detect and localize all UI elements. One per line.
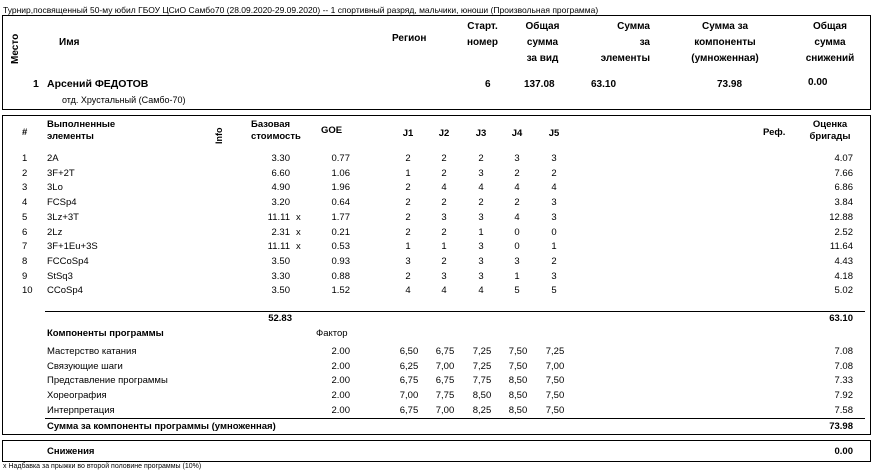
component-judge-mark: 7,00 [399, 390, 419, 402]
judge-mark: 5 [551, 285, 557, 297]
component-judge-mark: 7,00 [435, 404, 455, 416]
component-judge-mark: 7,25 [472, 360, 492, 372]
skater-start-number: 6 [485, 79, 491, 90]
skater-name: Арсений ФЕДОТОВ [47, 78, 149, 90]
components-header: Компоненты программы [47, 328, 164, 339]
elements-sum-header: Сумма за элементы [600, 21, 650, 64]
judge-mark: 2 [405, 197, 411, 209]
element-code: FCCoSp4 [47, 255, 89, 267]
element-number: 4 [22, 197, 28, 209]
judge-mark: 3 [441, 270, 447, 282]
component-judge-mark: 8,50 [472, 390, 492, 402]
element-goe: 0.53 [331, 241, 350, 253]
skater-club: отд. Хрустальный (Самбо-70) [62, 95, 186, 105]
components-total-divider [45, 418, 865, 419]
judge-mark: 2 [405, 182, 411, 194]
element-number: 7 [22, 241, 28, 253]
judge-mark: 4 [478, 285, 484, 297]
skater-place: 1 [33, 78, 39, 90]
component-factor: 2.00 [331, 375, 350, 387]
judge-mark: 2 [405, 226, 411, 238]
component-name: Мастерство катания [47, 346, 137, 357]
component-judge-mark: 6,25 [399, 360, 419, 372]
judge-mark: 3 [478, 270, 484, 282]
judge-mark: 3 [478, 167, 484, 179]
element-code: 3Lo [47, 182, 63, 194]
component-judge-mark: 7,50 [545, 390, 565, 402]
judge-mark: 4 [441, 285, 447, 297]
element-base-value: 3.30 [271, 153, 290, 164]
footnote: x Надбавка за прыжки во второй половине программы (10%) [3, 463, 202, 470]
element-number: 2 [22, 167, 28, 179]
judge-mark: 3 [551, 211, 557, 223]
judge-mark: 2 [514, 167, 520, 179]
skater-total: 137.08 [524, 79, 555, 90]
element-number: 8 [22, 255, 28, 267]
component-name: Связующие шаги [47, 360, 123, 372]
component-judge-mark: 8,50 [508, 404, 528, 416]
component-name: Интерпретация [47, 404, 115, 416]
components-total-value: 73.98 [829, 421, 853, 432]
element-code: StSq3 [47, 270, 73, 282]
element-base-value: 3.20 [271, 197, 290, 209]
element-goe: 0.93 [331, 255, 350, 267]
component-judge-mark: 7,25 [472, 346, 492, 357]
component-judge-mark: 8,25 [472, 404, 492, 416]
judge-mark: 4 [478, 182, 484, 194]
component-name: Представление программы [47, 375, 168, 387]
element-panel-score: 11.64 [829, 241, 853, 253]
judge-mark: 4 [405, 285, 411, 297]
judge-mark: 2 [478, 197, 484, 209]
element-code: CCoSp4 [47, 285, 83, 297]
components-total-label: Сумма за компоненты программы (умноженная) [47, 421, 276, 432]
element-code: 2Lz [47, 226, 63, 238]
element-base-value: 6.60 [271, 167, 290, 179]
element-panel-score: 5.02 [834, 285, 853, 297]
component-judge-mark: 7,00 [435, 360, 455, 372]
judge-mark: 2 [478, 153, 484, 164]
component-judge-mark: 7,75 [472, 375, 492, 387]
judge-mark: 2 [441, 197, 447, 209]
judge-3-header: J3 [475, 128, 487, 139]
component-factor: 2.00 [331, 360, 350, 372]
skater-elements-score: 63.10 [591, 79, 617, 90]
name-header: Имя [59, 37, 80, 48]
judge-mark: 3 [478, 211, 484, 223]
element-number: 6 [22, 226, 28, 238]
element-code: 2A [47, 153, 59, 164]
judge-mark: 2 [441, 167, 447, 179]
judge-mark: 2 [405, 211, 411, 223]
judge-mark: 3 [514, 153, 520, 164]
component-judge-mark: 8,50 [508, 375, 528, 387]
elements-total-score: 63.10 [829, 313, 853, 324]
element-goe: 1.77 [331, 211, 350, 223]
judge-mark: 1 [478, 226, 484, 238]
element-base-value: 3.30 [271, 270, 290, 282]
total-sum-header: Общая сумма за вид [525, 21, 560, 64]
component-score: 7.08 [834, 346, 853, 357]
judge-1-header: J1 [402, 128, 414, 139]
judge-mark: 2 [441, 226, 447, 238]
deductions-value: 0.00 [834, 446, 853, 457]
judge-mark: 0 [514, 241, 520, 253]
judge-mark: 5 [514, 285, 520, 297]
component-score: 7.92 [834, 390, 853, 402]
judge-4-header: J4 [511, 128, 523, 139]
judge-mark: 4 [551, 182, 557, 194]
component-judge-mark: 7,25 [545, 346, 565, 357]
element-bonus-mark: x [296, 226, 301, 238]
judge-mark: 0 [514, 226, 520, 238]
component-factor: 2.00 [331, 404, 350, 416]
place-header: Место [10, 33, 21, 64]
element-goe: 0.64 [331, 197, 350, 209]
skater-components-score: 73.98 [717, 79, 743, 90]
element-code: 3F+2T [47, 167, 75, 179]
deductions-label: Снижения [47, 446, 95, 457]
judge-2-header: J2 [438, 128, 450, 139]
element-code: 3Lz+3T [47, 211, 79, 223]
element-goe: 1.06 [331, 167, 350, 179]
skater-deductions: 0.00 [808, 77, 828, 88]
element-number: 10 [22, 285, 33, 297]
judge-mark: 2 [441, 255, 447, 267]
element-number: 9 [22, 270, 28, 282]
element-panel-score: 2.52 [834, 226, 853, 238]
element-base-value: 3.50 [271, 255, 290, 267]
component-score: 7.58 [834, 404, 853, 416]
component-name: Хореография [47, 390, 107, 402]
judge-mark: 1 [551, 241, 557, 253]
element-base-value: 11.11 [267, 211, 290, 223]
factor-header: Фактор [316, 328, 348, 339]
judge-mark: 4 [514, 211, 520, 223]
element-number: 3 [22, 182, 28, 194]
element-goe: 0.21 [331, 226, 350, 238]
element-bonus-mark: x [296, 241, 301, 253]
judge-mark: 4 [441, 182, 447, 194]
component-score: 7.33 [834, 375, 853, 387]
element-code: FCSp4 [47, 197, 77, 209]
judge-mark: 3 [551, 197, 557, 209]
judge-mark: 2 [514, 197, 520, 209]
component-judge-mark: 6,75 [399, 404, 419, 416]
page-title: Турнир,посвященный 50-му юбил ГБОУ ЦСиО Самбо70 (28.09.2020-29.09.2020) -- 1 спортивный разряд, мальчики, юноши (Произвольная программа) [3, 5, 599, 15]
element-panel-score: 12.88 [829, 211, 853, 223]
element-panel-score: 3.84 [834, 197, 853, 209]
judge-mark: 2 [405, 270, 411, 282]
deductions-total-header: Общая сумма снижений [805, 21, 855, 64]
elements-header: Выполненные элементы [47, 119, 116, 142]
element-goe: 0.88 [331, 270, 350, 282]
judge-mark: 2 [551, 167, 557, 179]
element-bonus-mark: x [296, 211, 301, 223]
judge-mark: 1 [441, 241, 447, 253]
info-header: Info [214, 127, 224, 144]
referee-header: Реф. [763, 127, 786, 138]
judge-mark: 3 [551, 153, 557, 164]
judge-mark: 1 [405, 241, 411, 253]
deductions-box [2, 440, 871, 462]
element-base-value: 4.90 [271, 182, 290, 194]
component-score: 7.08 [834, 360, 853, 372]
component-judge-mark: 7,00 [545, 360, 565, 372]
base-value-header: Базовая стоимость [251, 119, 301, 142]
judge-5-header: J5 [548, 128, 560, 139]
component-judge-mark: 6,50 [399, 346, 419, 357]
component-judge-mark: 8,50 [508, 390, 528, 402]
element-panel-score: 7.66 [834, 167, 853, 179]
judge-mark: 3 [478, 241, 484, 253]
element-number: 5 [22, 211, 28, 223]
component-judge-mark: 6,75 [435, 346, 455, 357]
element-base-value: 11.11 [267, 241, 290, 253]
judge-mark: 2 [441, 153, 447, 164]
components-sum-header: Сумма за компоненты (умноженная) [691, 21, 759, 64]
judge-mark: 1 [405, 167, 411, 179]
component-judge-mark: 7,75 [435, 390, 455, 402]
component-judge-mark: 6,75 [399, 375, 419, 387]
component-factor: 2.00 [331, 346, 350, 357]
element-goe: 1.96 [331, 182, 350, 194]
judge-mark: 3 [441, 211, 447, 223]
element-number-header: # [22, 127, 28, 138]
element-goe: 1.52 [331, 285, 350, 297]
judge-mark: 2 [405, 153, 411, 164]
judge-mark: 0 [551, 226, 557, 238]
element-number: 1 [22, 153, 28, 164]
element-goe: 0.77 [331, 153, 350, 164]
panel-score-header: Оценка бригады [809, 119, 851, 142]
judge-mark: 3 [405, 255, 411, 267]
component-judge-mark: 6,75 [435, 375, 455, 387]
element-panel-score: 4.18 [834, 270, 853, 282]
element-code: 3F+1Eu+3S [47, 241, 98, 253]
region-header: Регион [392, 33, 427, 44]
elements-total-base: 52.83 [268, 313, 292, 324]
judge-mark: 3 [514, 255, 520, 267]
judge-mark: 4 [514, 182, 520, 194]
element-base-value: 3.50 [271, 285, 290, 297]
element-panel-score: 4.07 [834, 153, 853, 164]
judge-mark: 3 [551, 270, 557, 282]
component-judge-mark: 7,50 [545, 375, 565, 387]
component-judge-mark: 7,50 [545, 404, 565, 416]
element-panel-score: 4.43 [834, 255, 853, 267]
component-factor: 2.00 [331, 390, 350, 402]
component-judge-mark: 7,50 [508, 346, 528, 357]
judge-mark: 1 [514, 270, 520, 282]
judge-mark: 3 [478, 255, 484, 267]
element-base-value: 2.31 [271, 226, 290, 238]
goe-header: GOE [321, 125, 343, 136]
element-panel-score: 6.86 [834, 182, 853, 194]
judge-mark: 2 [551, 255, 557, 267]
elements-total-divider [45, 311, 865, 312]
component-judge-mark: 7,50 [508, 360, 528, 372]
start-number-header: Старт. номер [466, 21, 499, 48]
